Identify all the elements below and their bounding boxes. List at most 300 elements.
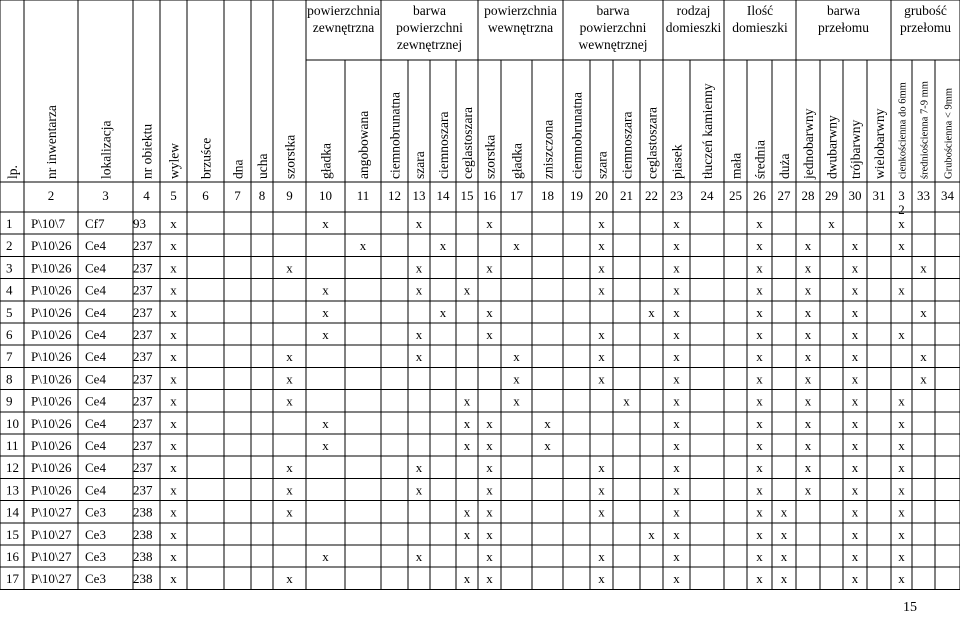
cell-mark: x — [439, 304, 447, 320]
row-location: Ce3 — [85, 549, 106, 564]
group-header — [396, 3, 463, 52]
group-header-line: barwa — [413, 3, 446, 18]
cell-mark: x — [415, 549, 423, 564]
cell-mark: x — [673, 371, 680, 387]
column-header: lp. — [5, 165, 20, 179]
row-object-number: 237 — [133, 460, 153, 476]
row-lp: 16 — [6, 549, 19, 564]
row-inventory-number: P\10\7 — [31, 216, 65, 231]
cell-mark: x — [804, 282, 812, 298]
cell-mark: x — [322, 549, 329, 564]
row-location: Ce3 — [85, 504, 106, 520]
column-header: nr obiektu — [139, 123, 155, 179]
row-lp: 14 — [6, 504, 19, 520]
cell-mark: x — [286, 349, 293, 365]
group-header-line: Ilość — [746, 3, 774, 18]
row-location: Ce4 — [85, 260, 106, 276]
column-number: 26 — [753, 188, 766, 203]
cell-mark: x — [648, 526, 655, 542]
cell-mark: x — [415, 460, 423, 476]
cell-mark: x — [486, 216, 493, 231]
group-header — [484, 3, 557, 35]
row-lp: 8 — [6, 371, 13, 387]
group-header-line: zewnętrzna — [312, 20, 375, 35]
group-header — [666, 3, 722, 35]
cell-mark: x — [898, 282, 905, 298]
row-inventory-number: P\10\26 — [31, 438, 72, 453]
column-header: ciemnobrunatna — [387, 92, 403, 179]
cell-mark: x — [463, 571, 471, 587]
column-number: 33 — [917, 188, 930, 203]
row-lp: 15 — [6, 526, 19, 542]
cell-mark: x — [170, 238, 177, 254]
cell-mark: x — [286, 371, 293, 387]
column-header: wielobarwny — [872, 108, 887, 179]
column-header: dwubarwny — [824, 115, 840, 179]
cell-mark: x — [486, 260, 493, 276]
cell-mark: x — [415, 349, 423, 365]
group-header-line: barwa — [596, 3, 630, 18]
row-location: Ce4 — [85, 482, 106, 498]
cell-mark: x — [756, 460, 763, 476]
cell-mark: x — [439, 238, 447, 254]
cell-mark: x — [851, 482, 859, 498]
cell-mark: x — [286, 482, 293, 498]
row-lp: 9 — [6, 393, 13, 409]
cell-mark: x — [756, 504, 763, 520]
row-object-number: 237 — [133, 482, 153, 498]
column-header: średnia — [752, 140, 768, 179]
column-number: 29 — [825, 188, 838, 203]
group-header-line: powierzchni — [579, 20, 647, 35]
cell-mark: x — [322, 304, 329, 320]
column-header: wylew — [166, 143, 182, 179]
cell-mark: x — [756, 571, 763, 587]
cell-mark: x — [756, 238, 763, 254]
cell-mark: x — [898, 327, 905, 342]
cell-mark: x — [851, 371, 859, 387]
row-location: Ce4 — [85, 238, 106, 254]
row-lp: 13 — [6, 482, 19, 498]
cell-mark: x — [780, 549, 788, 564]
cell-mark: x — [804, 438, 812, 453]
column-header: jednobarwny — [801, 108, 816, 179]
column-number: 3 2 — [898, 188, 905, 217]
row-object-number: 238 — [133, 571, 153, 587]
row-location: Ce3 — [85, 526, 106, 542]
cell-mark: x — [486, 526, 493, 542]
cell-mark: x — [598, 216, 605, 231]
cell-mark: x — [851, 549, 859, 564]
column-header: szorstka — [482, 134, 498, 179]
row-location: Ce4 — [85, 327, 106, 342]
cell-mark: x — [486, 571, 493, 587]
column-number: 6 — [202, 188, 209, 203]
cell-mark: x — [851, 571, 859, 587]
group-header-line: powierzchnia — [307, 3, 380, 18]
group-header — [732, 3, 788, 35]
column-header: dna — [230, 159, 246, 179]
cell-mark: x — [898, 393, 905, 409]
cell-mark: x — [513, 371, 520, 387]
column-header: trójbarwny — [848, 119, 863, 179]
row-location: Ce4 — [85, 282, 106, 298]
column-header: gładka — [509, 143, 525, 179]
row-object-number: 237 — [133, 260, 153, 276]
cell-mark: x — [322, 327, 329, 342]
row-object-number: 237 — [133, 371, 153, 387]
cell-mark: x — [170, 460, 177, 476]
row-inventory-number: P\10\27 — [31, 571, 72, 587]
row-inventory-number: P\10\26 — [31, 282, 72, 298]
column-number: 14 — [436, 188, 450, 203]
cell-mark: x — [851, 526, 859, 542]
cell-mark: x — [286, 504, 293, 520]
row-inventory-number: P\10\26 — [31, 415, 72, 431]
cell-mark: x — [322, 438, 329, 453]
column-number: 21 — [620, 188, 633, 203]
cell-mark: x — [598, 238, 605, 254]
row-location: Ce4 — [85, 304, 106, 320]
cell-mark: x — [170, 216, 177, 231]
cell-mark: x — [359, 238, 367, 254]
cell-mark: x — [170, 415, 177, 431]
cell-mark: x — [851, 260, 859, 276]
cell-mark: x — [804, 371, 812, 387]
column-number: 23 — [670, 188, 683, 203]
group-header — [900, 3, 951, 35]
cell-mark: x — [598, 460, 605, 476]
column-header: ciemnoszara — [619, 111, 635, 179]
cell-mark: x — [828, 216, 835, 231]
cell-mark: x — [513, 349, 520, 365]
cell-mark: x — [851, 282, 859, 298]
cell-mark: x — [898, 216, 905, 231]
cell-mark: x — [170, 571, 177, 587]
row-lp: 5 — [6, 304, 13, 320]
row-location: Cf7 — [85, 216, 105, 231]
column-number: 16 — [483, 188, 496, 203]
cell-mark: x — [898, 482, 905, 498]
row-inventory-number: P\10\26 — [31, 371, 72, 387]
row-lp: 10 — [6, 415, 19, 431]
cell-mark: x — [598, 327, 605, 342]
column-header: mała — [728, 152, 744, 179]
cell-mark: x — [486, 304, 493, 320]
column-number: 13 — [412, 188, 426, 203]
cell-mark: x — [756, 282, 763, 298]
cell-mark: x — [415, 216, 423, 231]
column-header: szorstka — [282, 134, 298, 179]
cell-mark: x — [486, 438, 493, 453]
cell-mark: x — [804, 260, 812, 276]
column-header: Grubościenna < 9mm — [943, 87, 955, 179]
row-lp: 11 — [6, 438, 19, 453]
cell-mark: x — [756, 549, 763, 564]
column-number: 2 — [47, 188, 55, 203]
row-inventory-number: P\10\27 — [31, 549, 72, 564]
column-header: ceglastoszara — [644, 107, 660, 179]
column-number: 25 — [729, 188, 742, 203]
row-object-number: 238 — [133, 549, 153, 564]
cell-mark: x — [170, 260, 177, 276]
group-header-line: grubość — [904, 3, 947, 18]
column-number: 11 — [356, 188, 370, 203]
column-number: 31 — [872, 188, 886, 203]
row-location: Ce4 — [85, 438, 106, 453]
cell-mark: x — [598, 260, 605, 276]
cell-mark: x — [756, 526, 763, 542]
cell-mark: x — [804, 393, 812, 409]
group-header-line: przełomu — [818, 20, 869, 35]
cell-mark: x — [598, 482, 605, 498]
cell-mark: x — [286, 260, 293, 276]
row-object-number: 237 — [133, 238, 153, 254]
cell-mark: x — [648, 304, 655, 320]
cell-mark: x — [598, 349, 605, 365]
cell-mark: x — [756, 304, 763, 320]
row-object-number: 238 — [133, 526, 153, 542]
row-inventory-number: P\10\26 — [31, 260, 72, 276]
cell-mark: x — [170, 504, 177, 520]
cell-mark: x — [322, 216, 329, 231]
row-lp: 12 — [6, 460, 19, 476]
cell-mark: x — [463, 504, 471, 520]
column-header: szara — [594, 151, 610, 179]
cell-mark: x — [673, 504, 680, 520]
column-number: 17 — [510, 188, 523, 203]
column-number: 5 — [170, 188, 177, 203]
cell-mark: x — [804, 460, 812, 476]
row-lp: 17 — [6, 571, 19, 587]
cell-mark: x — [851, 238, 859, 254]
cell-mark: x — [804, 304, 812, 320]
cell-mark: x — [920, 349, 927, 365]
group-header-line: domieszki — [732, 20, 788, 35]
cell-mark: x — [544, 415, 551, 431]
column-number: 24 — [700, 188, 714, 203]
cell-mark: x — [463, 282, 471, 298]
cell-mark: x — [486, 549, 493, 564]
column-header: cienkościenna do 6mm — [897, 82, 909, 179]
column-number: 7 — [234, 188, 241, 203]
column-header: ciemnobrunatna — [569, 92, 585, 179]
cell-mark: x — [170, 393, 177, 409]
cell-mark: x — [544, 438, 551, 453]
column-header: ciemnoszara — [436, 111, 451, 179]
row-lp: 1 — [6, 216, 13, 231]
row-object-number: 93 — [133, 216, 146, 231]
cell-mark: x — [851, 438, 859, 453]
cell-mark: x — [851, 504, 859, 520]
cell-mark: x — [780, 571, 788, 587]
cell-mark: x — [756, 393, 763, 409]
group-header-line: powierzchni — [396, 20, 463, 35]
cell-mark: x — [463, 438, 471, 453]
cell-mark: x — [898, 438, 905, 453]
cell-mark: x — [804, 238, 812, 254]
cell-mark: x — [898, 460, 905, 476]
cell-mark: x — [756, 327, 763, 342]
cell-mark: x — [673, 327, 680, 342]
column-header: nr inwentarza — [44, 105, 59, 179]
column-header: ceglastoszara — [460, 107, 475, 179]
cell-mark: x — [756, 260, 763, 276]
cell-mark: x — [170, 549, 177, 564]
column-header: ucha — [255, 153, 270, 179]
column-number: 3 — [102, 188, 109, 203]
cell-mark: x — [463, 393, 471, 409]
row-object-number: 237 — [133, 349, 153, 365]
cell-mark: x — [756, 438, 763, 453]
cell-mark: x — [463, 415, 471, 431]
column-header: zniszczona — [540, 119, 556, 179]
cell-mark: x — [898, 238, 905, 254]
cell-mark: x — [673, 571, 680, 587]
cell-mark: x — [286, 393, 293, 409]
cell-mark: x — [898, 504, 905, 520]
cell-mark: x — [486, 460, 493, 476]
cell-mark: x — [898, 415, 905, 431]
group-header-line: rodzaj — [676, 3, 711, 18]
cell-mark: x — [598, 549, 605, 564]
column-number: 4 — [143, 188, 150, 203]
column-number: 8 — [258, 188, 266, 203]
row-object-number: 237 — [133, 327, 153, 342]
cell-mark: x — [920, 304, 927, 320]
cell-mark: x — [598, 571, 605, 587]
cell-mark: x — [170, 482, 177, 498]
cell-mark: x — [170, 438, 177, 453]
cell-mark: x — [673, 460, 680, 476]
cell-mark: x — [673, 415, 680, 431]
group-header — [579, 3, 648, 52]
cell-mark: x — [170, 526, 177, 542]
cell-mark: x — [598, 282, 605, 298]
column-number: 18 — [541, 188, 554, 203]
row-object-number: 238 — [133, 504, 153, 520]
column-number: 22 — [645, 188, 658, 203]
cell-mark: x — [780, 526, 788, 542]
cell-mark: x — [415, 327, 423, 342]
row-location: Ce4 — [85, 393, 106, 409]
row-inventory-number: P\10\26 — [31, 460, 72, 476]
row-inventory-number: P\10\26 — [31, 482, 72, 498]
column-number: 9 — [286, 188, 293, 203]
cell-mark: x — [756, 349, 763, 365]
cell-mark: x — [170, 327, 177, 342]
cell-mark: x — [486, 482, 493, 498]
cell-mark: x — [463, 526, 471, 542]
cell-mark: x — [322, 282, 329, 298]
cell-mark: x — [851, 327, 859, 342]
row-location: Ce4 — [85, 371, 106, 387]
group-header — [818, 3, 869, 35]
row-lp: 2 — [6, 238, 13, 254]
row-inventory-number: P\10\27 — [31, 526, 72, 542]
column-header: tłuczeń kamienny — [700, 83, 715, 179]
group-header-line: barwa — [827, 3, 860, 18]
row-lp: 7 — [6, 349, 13, 365]
row-lp: 3 — [6, 260, 13, 276]
cell-mark: x — [598, 504, 605, 520]
cell-mark: x — [756, 371, 763, 387]
group-header-line: zewnętrznej — [396, 37, 463, 52]
column-number: 27 — [777, 188, 791, 203]
cell-mark: x — [673, 549, 680, 564]
row-location: Ce4 — [85, 460, 106, 476]
cell-mark: x — [804, 482, 812, 498]
cell-mark: x — [851, 415, 859, 431]
page-number: 15 — [903, 600, 917, 615]
column-header: lokalizacja — [98, 120, 114, 179]
cell-mark: x — [756, 415, 763, 431]
cell-mark: x — [486, 415, 493, 431]
cell-mark: x — [170, 349, 177, 365]
cell-mark: x — [486, 327, 493, 342]
row-object-number: 237 — [133, 282, 153, 298]
cell-mark: x — [673, 238, 680, 254]
cell-mark: x — [898, 549, 905, 564]
row-inventory-number: P\10\26 — [31, 349, 72, 365]
cell-mark: x — [513, 393, 520, 409]
cell-mark: x — [673, 482, 680, 498]
column-number: 15 — [460, 188, 474, 203]
cell-mark: x — [673, 216, 680, 231]
cell-mark: x — [804, 415, 812, 431]
row-inventory-number: P\10\27 — [31, 504, 72, 520]
cell-mark: x — [898, 571, 905, 587]
cell-mark: x — [415, 482, 423, 498]
cell-mark: x — [673, 304, 680, 320]
row-lp: 4 — [6, 282, 13, 298]
cell-mark: x — [851, 460, 859, 476]
cell-mark: x — [415, 282, 423, 298]
cell-mark: x — [851, 349, 859, 365]
column-number: 20 — [595, 188, 608, 203]
cell-mark: x — [170, 282, 177, 298]
row-lp: 6 — [6, 327, 13, 342]
cell-mark: x — [673, 393, 680, 409]
cell-mark: x — [920, 371, 927, 387]
group-header-line: wewnętrznej — [578, 37, 648, 52]
column-header: szara — [412, 151, 427, 179]
cell-mark: x — [673, 526, 680, 542]
column-header: angobowana — [356, 110, 371, 179]
group-header-line: wewnętrzna — [487, 20, 554, 35]
cell-mark: x — [780, 504, 788, 520]
cell-mark: x — [486, 504, 493, 520]
cell-mark: x — [673, 438, 680, 453]
column-header: gładka — [318, 143, 334, 179]
cell-mark: x — [286, 571, 293, 587]
row-object-number: 237 — [133, 393, 153, 409]
column-header: duża — [777, 153, 792, 179]
cell-mark: x — [920, 260, 927, 276]
row-object-number: 237 — [133, 438, 153, 453]
column-number: 12 — [388, 188, 401, 203]
column-number: 19 — [570, 188, 583, 203]
column-header: brzuśce — [198, 137, 214, 179]
cell-mark: x — [170, 304, 177, 320]
group-header-line: powierzchnia — [484, 3, 557, 18]
column-number: 10 — [319, 188, 332, 203]
row-inventory-number: P\10\26 — [31, 238, 72, 254]
group-header-line: przełomu — [900, 20, 951, 35]
column-number: 34 — [941, 188, 954, 203]
cell-mark: x — [756, 482, 763, 498]
cell-mark: x — [286, 460, 293, 476]
